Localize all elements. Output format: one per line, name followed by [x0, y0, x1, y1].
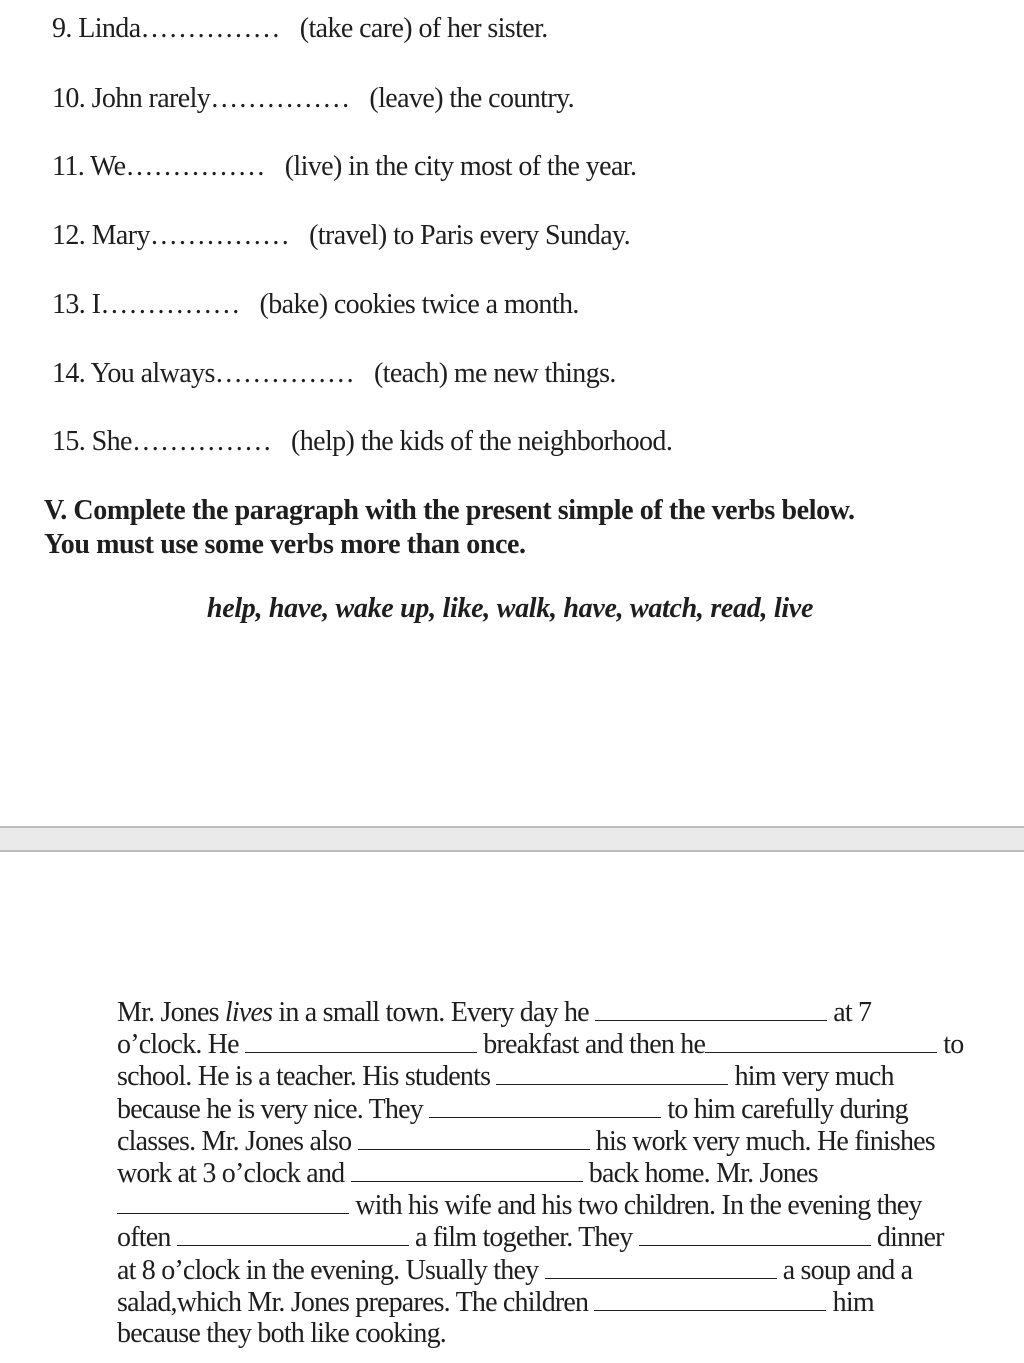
paragraph-text: his work very much. He finishes [595, 1125, 935, 1157]
fill-in-paragraph [117, 996, 1017, 1350]
answer-blank[interactable] [245, 1028, 477, 1053]
paragraph-text: in a small town. Every day he [278, 997, 589, 1028]
answer-dots: …………… [149, 220, 290, 251]
paragraph-text: him [832, 1286, 874, 1318]
paragraph-line-10 [117, 1286, 1017, 1318]
item-subject: She [91, 426, 132, 457]
answer-dots: …………… [210, 83, 351, 114]
paragraph-text: school. He is a teacher. His students [117, 1061, 491, 1093]
paragraph-line-7 [117, 1189, 1017, 1221]
verb-bank-text: help, have, wake up, like, walk, have, watch, read, live [206, 593, 814, 624]
paragraph-text: o’clock. He [117, 1029, 239, 1061]
paragraph-text: him very much [734, 1061, 894, 1093]
answer-blank[interactable] [177, 1221, 409, 1246]
item-verb-hint: (live) [284, 151, 342, 182]
item-subject: John rarely [91, 83, 211, 114]
answer-blank[interactable] [639, 1221, 871, 1246]
answer-dots: …………… [131, 426, 272, 457]
paragraph-line-2 [117, 1028, 1017, 1060]
paragraph-line-4 [117, 1093, 1017, 1125]
paragraph-line-6 [117, 1157, 1017, 1189]
item-rest: me new things. [453, 358, 616, 389]
answer-blank[interactable] [545, 1254, 777, 1279]
answer-blank[interactable] [594, 1286, 826, 1311]
answer-blank[interactable] [429, 1093, 661, 1118]
item-number: 9. [52, 13, 72, 44]
paragraph-line-1 [117, 996, 1017, 1028]
paragraph-text: salad,which Mr. Jones prepares. The children [117, 1286, 589, 1318]
item-number: 12. [52, 220, 86, 251]
answer-blank[interactable] [351, 1157, 583, 1182]
answer-blank[interactable] [496, 1060, 728, 1085]
section-v-heading-line1: V. Complete the paragraph with the present simple of the verbs below. [44, 495, 855, 526]
paragraph-text: because they both like cooking. [117, 1317, 446, 1349]
paragraph-text: to him carefully during [667, 1093, 908, 1125]
item-subject: We [90, 151, 126, 182]
paragraph-text: at 8 o’clock in the evening. Usually they [117, 1254, 539, 1286]
item-subject: I [91, 289, 101, 320]
paragraph-line-8 [117, 1221, 1017, 1253]
item-number: 15. [52, 426, 86, 457]
item-rest: the country. [449, 83, 575, 114]
exercise-item-14 [52, 357, 616, 391]
item-number: 14. [52, 358, 86, 389]
paragraph-text: a soup and a [782, 1254, 913, 1286]
exercise-item-15 [52, 425, 672, 459]
item-rest: to Paris every Sunday. [393, 220, 631, 251]
example-answer: lives [224, 997, 273, 1028]
item-verb-hint: (teach) [373, 358, 448, 389]
item-verb-hint: (leave) [369, 83, 443, 114]
paragraph-line-11 [117, 1318, 1017, 1350]
exercise-item-12 [52, 219, 630, 253]
item-verb-hint: (travel) [309, 220, 387, 251]
answer-dots: …………… [100, 289, 241, 320]
item-subject: Mary [91, 220, 150, 251]
item-subject: Linda [78, 13, 141, 44]
paragraph-text: dinner [876, 1222, 944, 1254]
section-v-heading [44, 494, 1004, 562]
item-rest: in the city most of the year. [348, 151, 637, 182]
item-verb-hint: (bake) [259, 289, 328, 320]
verb-bank [0, 592, 1024, 626]
item-number: 13. [52, 289, 86, 320]
worksheet-page-bottom [0, 852, 1024, 1363]
page-break-divider [0, 826, 1024, 852]
exercise-item-9 [52, 12, 548, 46]
exercise-item-13 [52, 288, 579, 322]
paragraph-text: work at 3 o’clock and [117, 1157, 345, 1189]
answer-blank[interactable] [705, 1028, 937, 1053]
paragraph-text: breakfast and then he [483, 1029, 706, 1061]
paragraph-text: with his wife and his two children. In the evening they [355, 1190, 922, 1222]
answer-blank[interactable] [358, 1125, 590, 1150]
answer-blank[interactable] [595, 996, 827, 1021]
item-rest: the kids of the neighborhood. [360, 426, 673, 457]
exercise-item-10 [52, 82, 574, 116]
paragraph-line-9 [117, 1254, 1017, 1286]
answer-dots: …………… [140, 13, 281, 44]
answer-blank[interactable] [117, 1189, 349, 1214]
paragraph-line-5 [117, 1125, 1017, 1157]
item-verb-hint: (take care) [299, 13, 413, 44]
paragraph-text: classes. Mr. Jones also [117, 1125, 352, 1157]
paragraph-text: because he is very nice. They [117, 1093, 423, 1125]
paragraph-text: back home. Mr. Jones [588, 1157, 818, 1189]
paragraph-text: Mr. Jones [117, 997, 219, 1028]
item-number: 11. [52, 151, 85, 182]
answer-dots: …………… [214, 358, 355, 389]
paragraph-line-3 [117, 1060, 1017, 1092]
paragraph-text: at 7 [833, 997, 872, 1028]
item-rest: of her sister. [418, 13, 548, 44]
section-v-heading-line2: You must use some verbs more than once. [44, 529, 526, 560]
item-subject: You always [90, 358, 215, 389]
item-verb-hint: (help) [291, 426, 355, 457]
item-number: 10. [52, 83, 86, 114]
item-rest: cookies twice a month. [333, 289, 579, 320]
paragraph-text: a film together. They [414, 1222, 633, 1254]
exercise-item-11 [52, 150, 636, 184]
paragraph-text: often [117, 1222, 171, 1254]
paragraph-text: to [943, 1029, 964, 1061]
answer-dots: …………… [125, 151, 266, 182]
